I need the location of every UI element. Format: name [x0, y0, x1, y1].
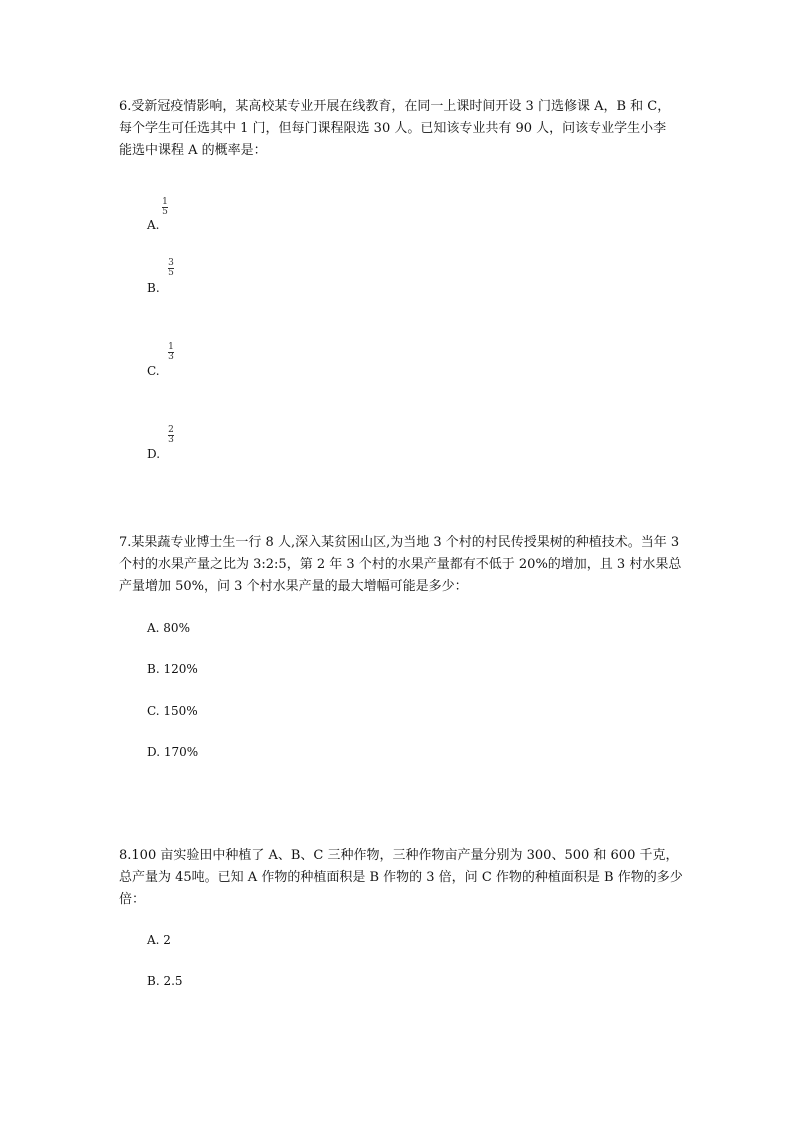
fraction-numerator: 1: [162, 197, 168, 207]
fraction-denominator: 5: [168, 268, 174, 278]
q6-option-d-label: D.: [147, 447, 161, 461]
q6-option-c-label: C.: [147, 364, 160, 378]
q6-option-b-fraction: [168, 259, 174, 277]
fraction-numerator: 1: [168, 342, 174, 352]
q8-option-a[interactable]: A. 2: [147, 933, 171, 947]
fraction-denominator: 5: [162, 207, 168, 217]
question-7-stem: 7.某果蔬专业博士生一行 8 人,深入某贫困山区,为当地 3 个村的村民传授果树的种植技术。当年 3 个村的水果产量之比为 3:2:5，第 2 年 3 个村的水果产量都有不低于 20%的增加，且 3 村水果总产量增加 50%，问 3 个村水果产量的最大增幅可能是多少：: [119, 535, 682, 594]
q6-option-a-label: A.: [147, 218, 160, 232]
q7-option-d[interactable]: D. 170%: [147, 745, 199, 759]
question-8-stem: 8.100 亩实验田中种植了 A、B、C 三种作物，三种作物亩产量分别为 300、500 和 600 千克，总产量为 45吨。已知 A 作物的种植面积是 B 作物的 3 倍，问 C 作物的种植面积是 B 作物的多少倍：: [119, 848, 683, 907]
q6-option-c-fraction: [168, 343, 174, 361]
q8-option-b[interactable]: B. 2.5: [147, 974, 183, 988]
q7-option-b[interactable]: B. 120%: [147, 662, 198, 676]
q7-option-c[interactable]: C. 150%: [147, 704, 198, 718]
question-6-stem: 6.受新冠疫情影响，某高校某专业开展在线教育，在同一上课时间开设 3 门选修课 A，B 和 C，每个学生可任选其中 1 门，但每门课程限选 30 人。已知该专业共有 90 人，问该专业学生小李能选中课程 A 的概率是：: [119, 99, 671, 158]
q7-option-a[interactable]: A. 80%: [147, 621, 190, 635]
fraction-denominator: 3: [168, 352, 174, 362]
q6-option-b[interactable]: [147, 281, 160, 295]
q6-option-a[interactable]: [147, 218, 159, 232]
q6-option-c[interactable]: [147, 364, 160, 378]
q6-option-b-label: B.: [147, 281, 160, 295]
fraction-denominator: 3: [168, 435, 174, 445]
fraction-numerator: 2: [168, 425, 174, 435]
q6-option-d[interactable]: [147, 447, 160, 461]
fraction-numerator: 3: [168, 258, 174, 268]
q6-option-a-fraction: [162, 198, 168, 216]
q6-option-d-fraction: [168, 426, 174, 444]
